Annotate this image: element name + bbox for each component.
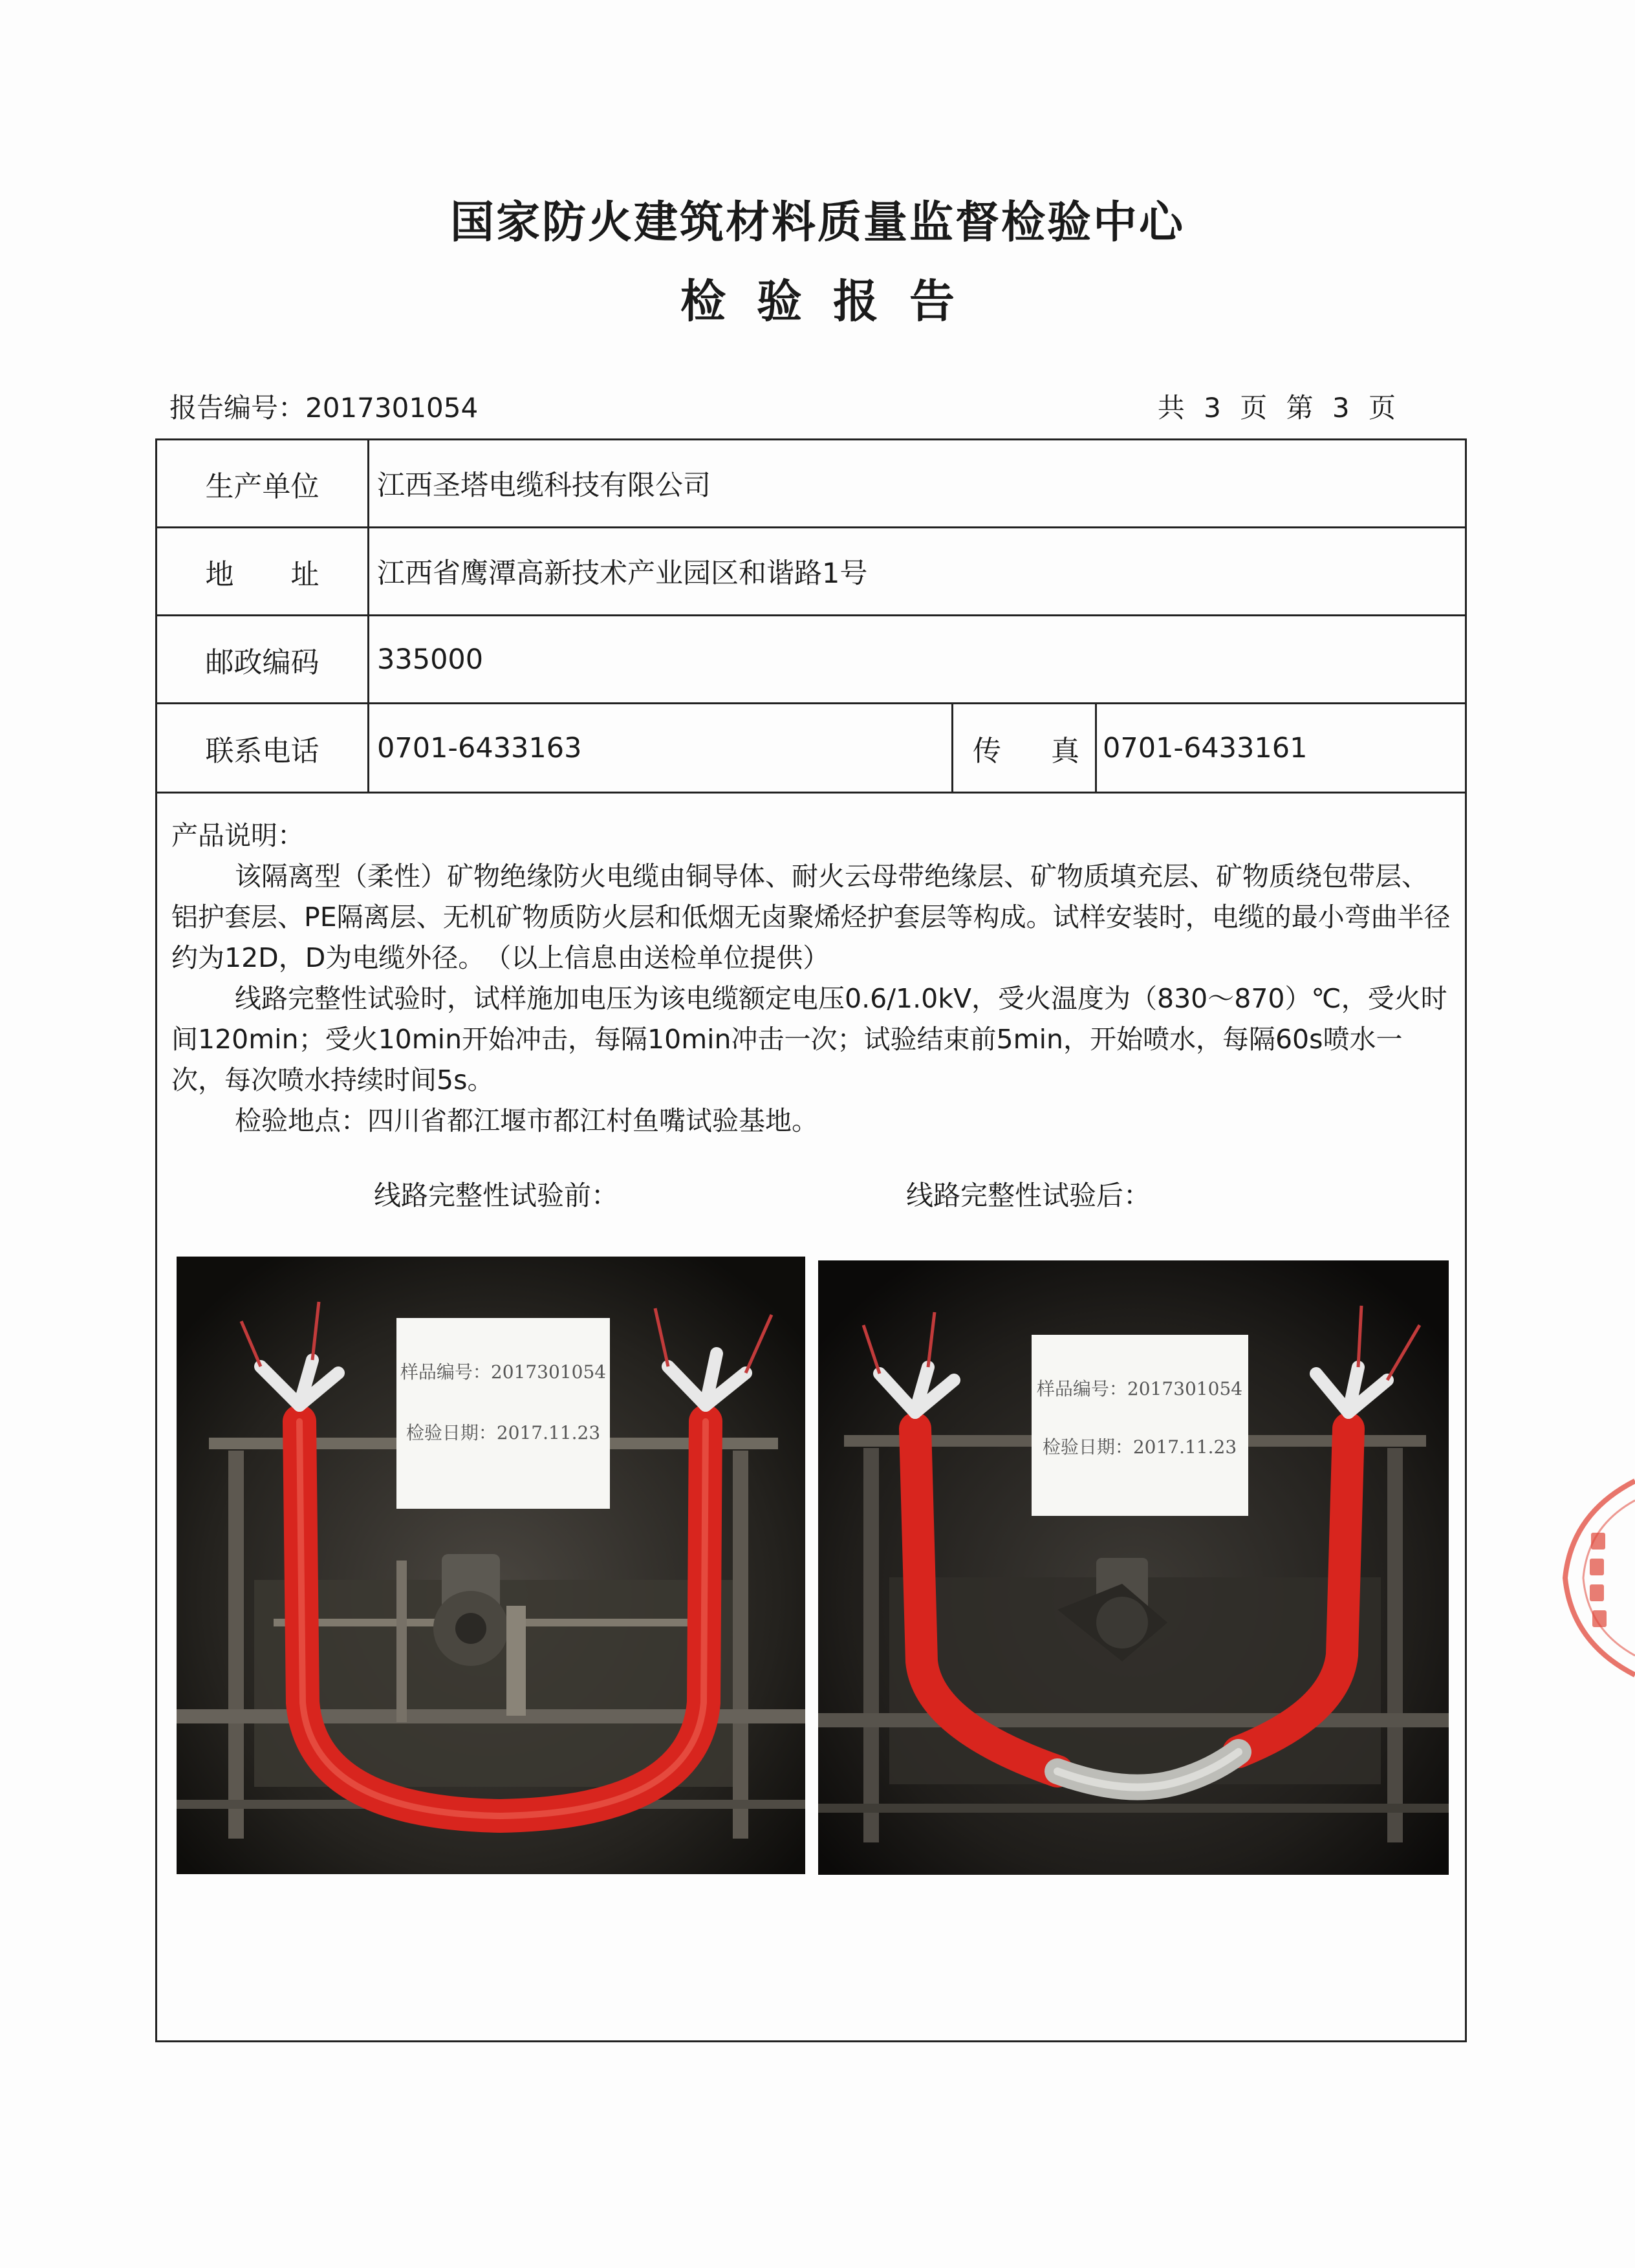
row-postcode	[157, 616, 1465, 704]
report-number: 报告编号：2017301054	[169, 392, 479, 424]
official-seal-stamp	[1552, 1474, 1635, 1684]
description-paragraph-3: 检验地点：四川省都江堰市都江村鱼嘴试验基地。	[235, 1105, 818, 1136]
photo-after-test	[818, 1260, 1449, 1875]
manufacturer-label: 生产单位	[157, 440, 369, 526]
postcode-label: 邮政编码	[157, 616, 369, 702]
postcode-value: 335000	[377, 643, 484, 676]
row-address	[157, 528, 1465, 616]
description-heading: 产品说明：	[171, 820, 304, 851]
phone-label: 联系电话	[157, 704, 369, 792]
manufacturer-value: 江西圣塔电缆科技有限公司	[377, 470, 711, 502]
before-sample-no: 样品编号：2017301054	[400, 1361, 607, 1383]
photo-before-test	[177, 1257, 805, 1874]
fax-label	[951, 704, 1097, 792]
fax-label-part1: 传	[973, 734, 1001, 768]
before-test-date: 检验日期：2017.11.23	[406, 1422, 601, 1443]
fax-value: 0701-6433161	[1103, 731, 1308, 764]
seal-arc-graphic	[1552, 1474, 1635, 1681]
after-sample-no: 样品编号：2017301054	[1036, 1378, 1243, 1399]
before-test-caption: 线路完整性试验前：	[374, 1180, 619, 1211]
description-paragraph-2: 线路完整性试验时，试样施加电压为该电缆额定电压0.6/1.0kV，受火温度为（830～870）℃，受火时间120min；受火10min开始冲击，每隔10min冲击一次；试验结束前5min，开始喷水，每隔60s喷水一次，每次喷水持续时间5s。	[171, 983, 1447, 1096]
after-test-date: 检验日期：2017.11.23	[1042, 1436, 1237, 1458]
phone-value: 0701-6433163	[377, 731, 582, 764]
row-manufacturer	[157, 440, 1465, 528]
address-value: 江西省鹰潭高新技术产业园区和谐路1号	[377, 557, 868, 590]
product-description	[171, 815, 1452, 1141]
photo-before-test-graphic	[177, 1257, 805, 1874]
report-frame	[155, 438, 1467, 2042]
address-label: 地 址	[157, 528, 369, 614]
photo-after-test-graphic	[818, 1260, 1449, 1875]
row-contact	[157, 704, 1465, 794]
org-title: 国家防火建筑材料质量监督检验中心	[449, 197, 1185, 248]
fax-label-part2: 真	[1051, 734, 1079, 768]
after-test-caption: 线路完整性试验后：	[906, 1180, 1151, 1211]
page-info: 共 3 页 第 3 页	[1157, 392, 1401, 424]
doc-title: 检验报告	[680, 275, 986, 328]
description-paragraph-1: 该隔离型（柔性）矿物绝缘防火电缆由铜导体、耐火云母带绝缘层、矿物质填充层、矿物质绕包带层、铝护套层、PE隔离层、无机矿物质防火层和低烟无卤聚烯烃护套层等构成。试样安装时，电缆的最小弯曲半径约为12D，D为电缆外径。 （以上信息由送检单位提供）	[171, 861, 1451, 973]
